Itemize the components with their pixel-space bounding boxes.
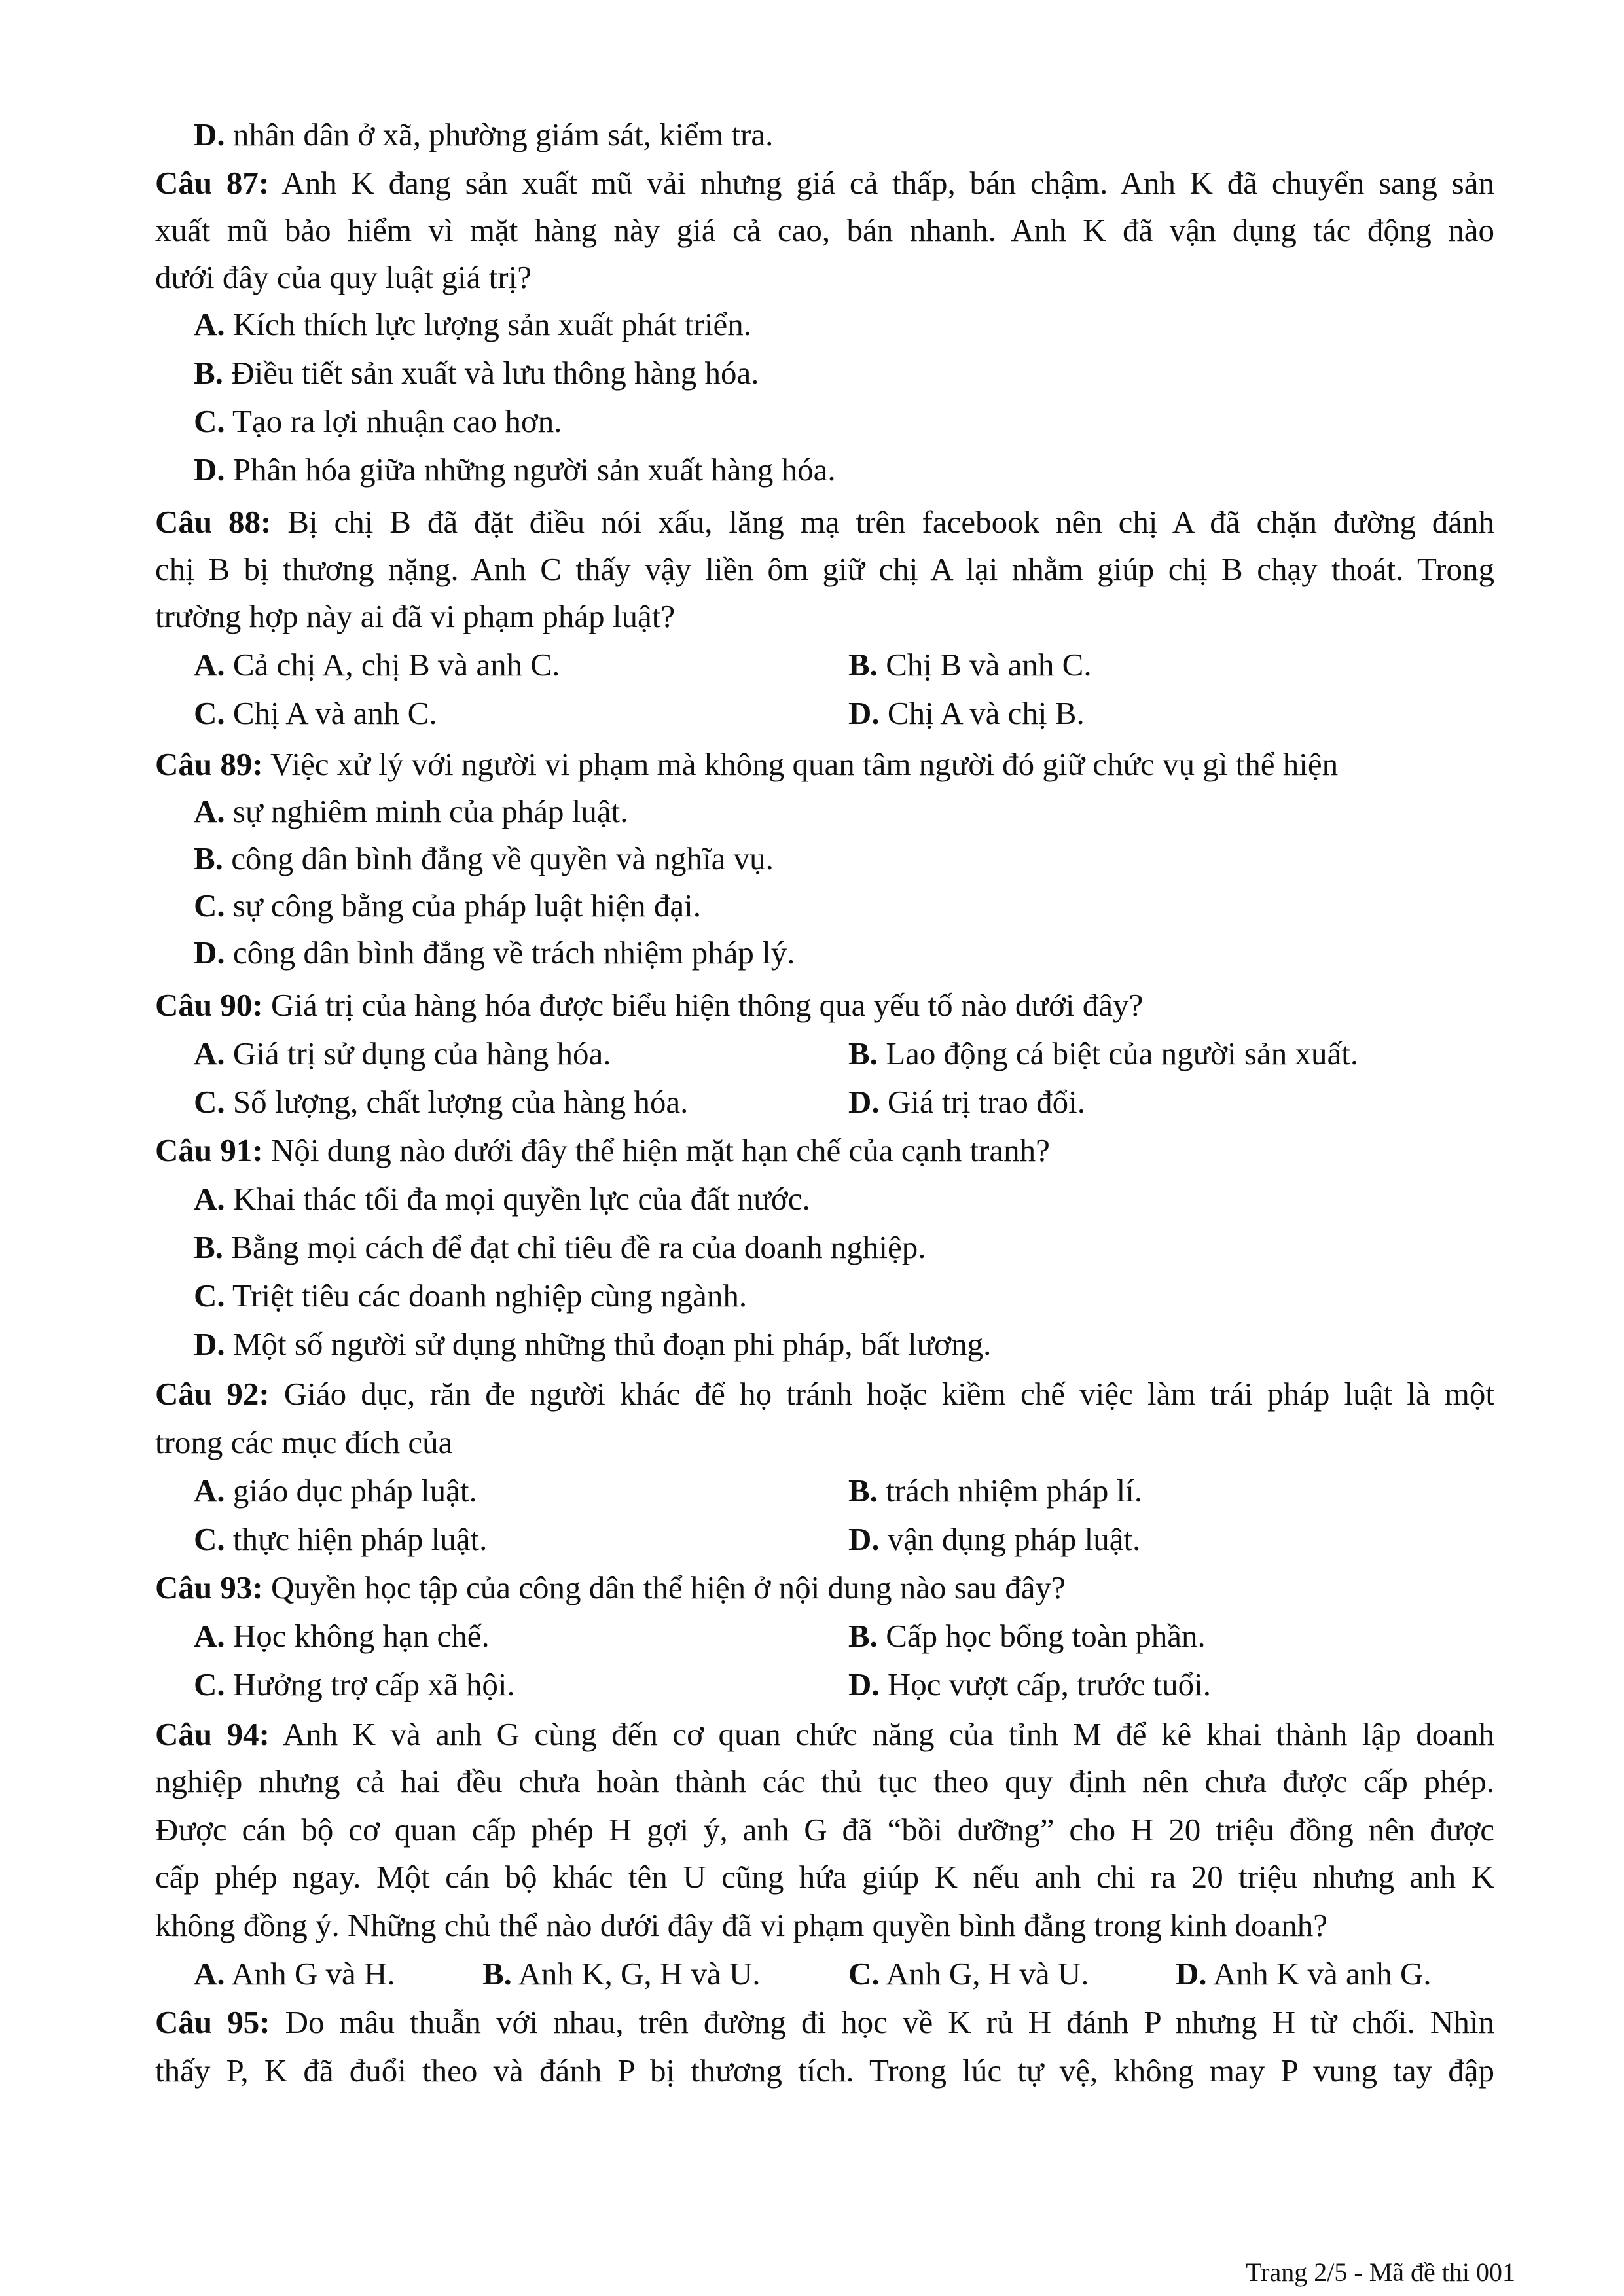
question-90-line-1: Câu 90: Giá trị của hàng hóa được biểu hiện thông qua yếu tố nào dưới đây? — [155, 987, 1144, 1023]
question-90-option-a: A. Giá trị sử dụng của hàng hóa. — [194, 1035, 611, 1071]
question-87-option-d: D. Phân hóa giữa những người sản xuất hàng hóa. — [194, 452, 836, 488]
question-94-line-1: Câu 94: Anh K và anh G cùng đến cơ quan chức năng của tỉnh M để kê khai thành lập doanh — [155, 1716, 1495, 1752]
question-94-option-d: D. Anh K và anh G. — [1176, 1956, 1432, 1992]
question-93-option-b: B. Cấp học bổng toàn phần. — [848, 1618, 1206, 1654]
question-88-line-1: Câu 88: Bị chị B đã đặt điều nói xấu, lăng mạ trên facebook nên chị A đã chặn đường đánh — [155, 504, 1494, 540]
question-92-option-b: B. trách nhiệm pháp lí. — [848, 1473, 1143, 1509]
question-95-line-1: Câu 95: Do mâu thuẫn với nhau, trên đường đi học về K rủ H đánh P nhưng H từ chối. Nhìn — [155, 2004, 1494, 2040]
question-88-line-3: trường hợp này ai đã vi phạm pháp luật? — [155, 598, 676, 634]
question-89-line-1: Câu 89: Việc xử lý với người vi phạm mà không quan tâm người đó giữ chức vụ gì thể hiện — [155, 746, 1339, 782]
question-88-option-a: A. Cả chị A, chị B và anh C. — [194, 647, 560, 683]
question-91-option-d: D. Một số người sử dụng những thủ đoạn phi pháp, bất lương. — [194, 1326, 992, 1362]
question-94-line-5: không đồng ý. Những chủ thể nào dưới đây đã vi phạm quyền bình đẳng trong kinh doanh? — [155, 1907, 1328, 1943]
question-88-option-c: C. Chị A và anh C. — [194, 695, 437, 731]
question-87-line-3: dưới đây của quy luật giá trị? — [155, 259, 532, 295]
question-89-option-c: C. sự công bằng của pháp luật hiện đại. — [194, 888, 701, 924]
question-89-option-d: D. công dân bình đẳng về trách nhiệm pháp lý. — [194, 935, 795, 971]
question-93-option-c: C. Hưởng trợ cấp xã hội. — [194, 1666, 515, 1702]
question-94-option-c: C. Anh G, H và U. — [848, 1956, 1089, 1992]
question-90-option-c: C. Số lượng, chất lượng của hàng hóa. — [194, 1084, 689, 1120]
question-88-line-2: chị B bị thương nặng. Anh C thấy vậy liền ôm giữ chị A lại nhằm giúp chị B chạy thoát. Trong — [155, 551, 1494, 587]
question-93-line-1: Câu 93: Quyền học tập của công dân thể hiện ở nội dung nào sau đây? — [155, 1570, 1066, 1605]
question-91-line-1: Câu 91: Nội dung nào dưới đây thể hiện mặt hạn chế của cạnh tranh? — [155, 1132, 1050, 1168]
question-92-line-1: Câu 92: Giáo dục, răn đe người khác để họ tránh hoặc kiềm chế việc làm trái pháp luật là một — [155, 1376, 1494, 1412]
page-footer: Trang 2/5 - Mã đề thi 001 — [1246, 2257, 1515, 2287]
question-94-line-2: nghiệp nhưng cả hai đều chưa hoàn thành các thủ tục theo quy định nên chưa được cấp phép. — [155, 1763, 1494, 1799]
question-94-option-b: B. Anh K, G, H và U. — [482, 1956, 761, 1992]
question-87-line-2: xuất mũ bảo hiểm vì mặt hàng này giá cả cao, bán nhanh. Anh K đã vận dụng tác động nào — [155, 212, 1494, 248]
question-91-option-a: A. Khai thác tối đa mọi quyền lực của đất nước. — [194, 1181, 810, 1217]
question-88-option-b: B. Chị B và anh C. — [848, 647, 1092, 683]
question-91-option-b: B. Bằng mọi cách để đạt chỉ tiêu đề ra của doanh nghiệp. — [194, 1229, 926, 1265]
question-90-option-b: B. Lao động cá biệt của người sản xuất. — [848, 1035, 1359, 1071]
question-95-line-2: thấy P, K đã đuổi theo và đánh P bị thương tích. Trong lúc tự vệ, không may P vung tay đập — [155, 2053, 1494, 2089]
question-92-option-d: D. vận dụng pháp luật. — [848, 1521, 1141, 1557]
question-87-option-a: A. Kích thích lực lượng sản xuất phát triển. — [194, 306, 751, 342]
question-87-option-c: C. Tạo ra lợi nhuận cao hơn. — [194, 403, 562, 439]
question-94-option-a: A. Anh G và H. — [194, 1956, 395, 1992]
question-94-line-3: Được cán bộ cơ quan cấp phép H gợi ý, anh G đã “bồi dưỡng” cho H 20 triệu đồng nên được — [155, 1812, 1494, 1848]
question-93-option-a: A. Học không hạn chế. — [194, 1618, 490, 1654]
question-87-line-1: Câu 87: Anh K đang sản xuất mũ vải nhưng giá cả thấp, bán chậm. Anh K đã chuyển sang sản — [155, 165, 1494, 201]
question-92-option-a: A. giáo dục pháp luật. — [194, 1473, 477, 1509]
question-93-option-d: D. Học vượt cấp, trước tuổi. — [848, 1666, 1211, 1702]
question-88-option-d: D. Chị A và chị B. — [848, 695, 1085, 731]
question-94-line-4: cấp phép ngay. Một cán bộ khác tên U cũng hứa giúp K nếu anh chi ra 20 triệu nhưng anh K — [155, 1859, 1494, 1895]
question-89-option-a: A. sự nghiêm minh của pháp luật. — [194, 793, 628, 829]
question-89-option-b: B. công dân bình đẳng về quyền và nghĩa vụ. — [194, 840, 774, 876]
question-92-line-2: trong các mục đích của — [155, 1424, 453, 1460]
question-90-option-d: D. Giá trị trao đổi. — [848, 1084, 1085, 1120]
prev-option-d: D. nhân dân ở xã, phường giám sát, kiểm tra. — [194, 117, 774, 152]
question-92-option-c: C. thực hiện pháp luật. — [194, 1521, 488, 1557]
question-87-option-b: B. Điều tiết sản xuất và lưu thông hàng hóa. — [194, 355, 759, 391]
question-91-option-c: C. Triệt tiêu các doanh nghiệp cùng ngành. — [194, 1278, 748, 1314]
